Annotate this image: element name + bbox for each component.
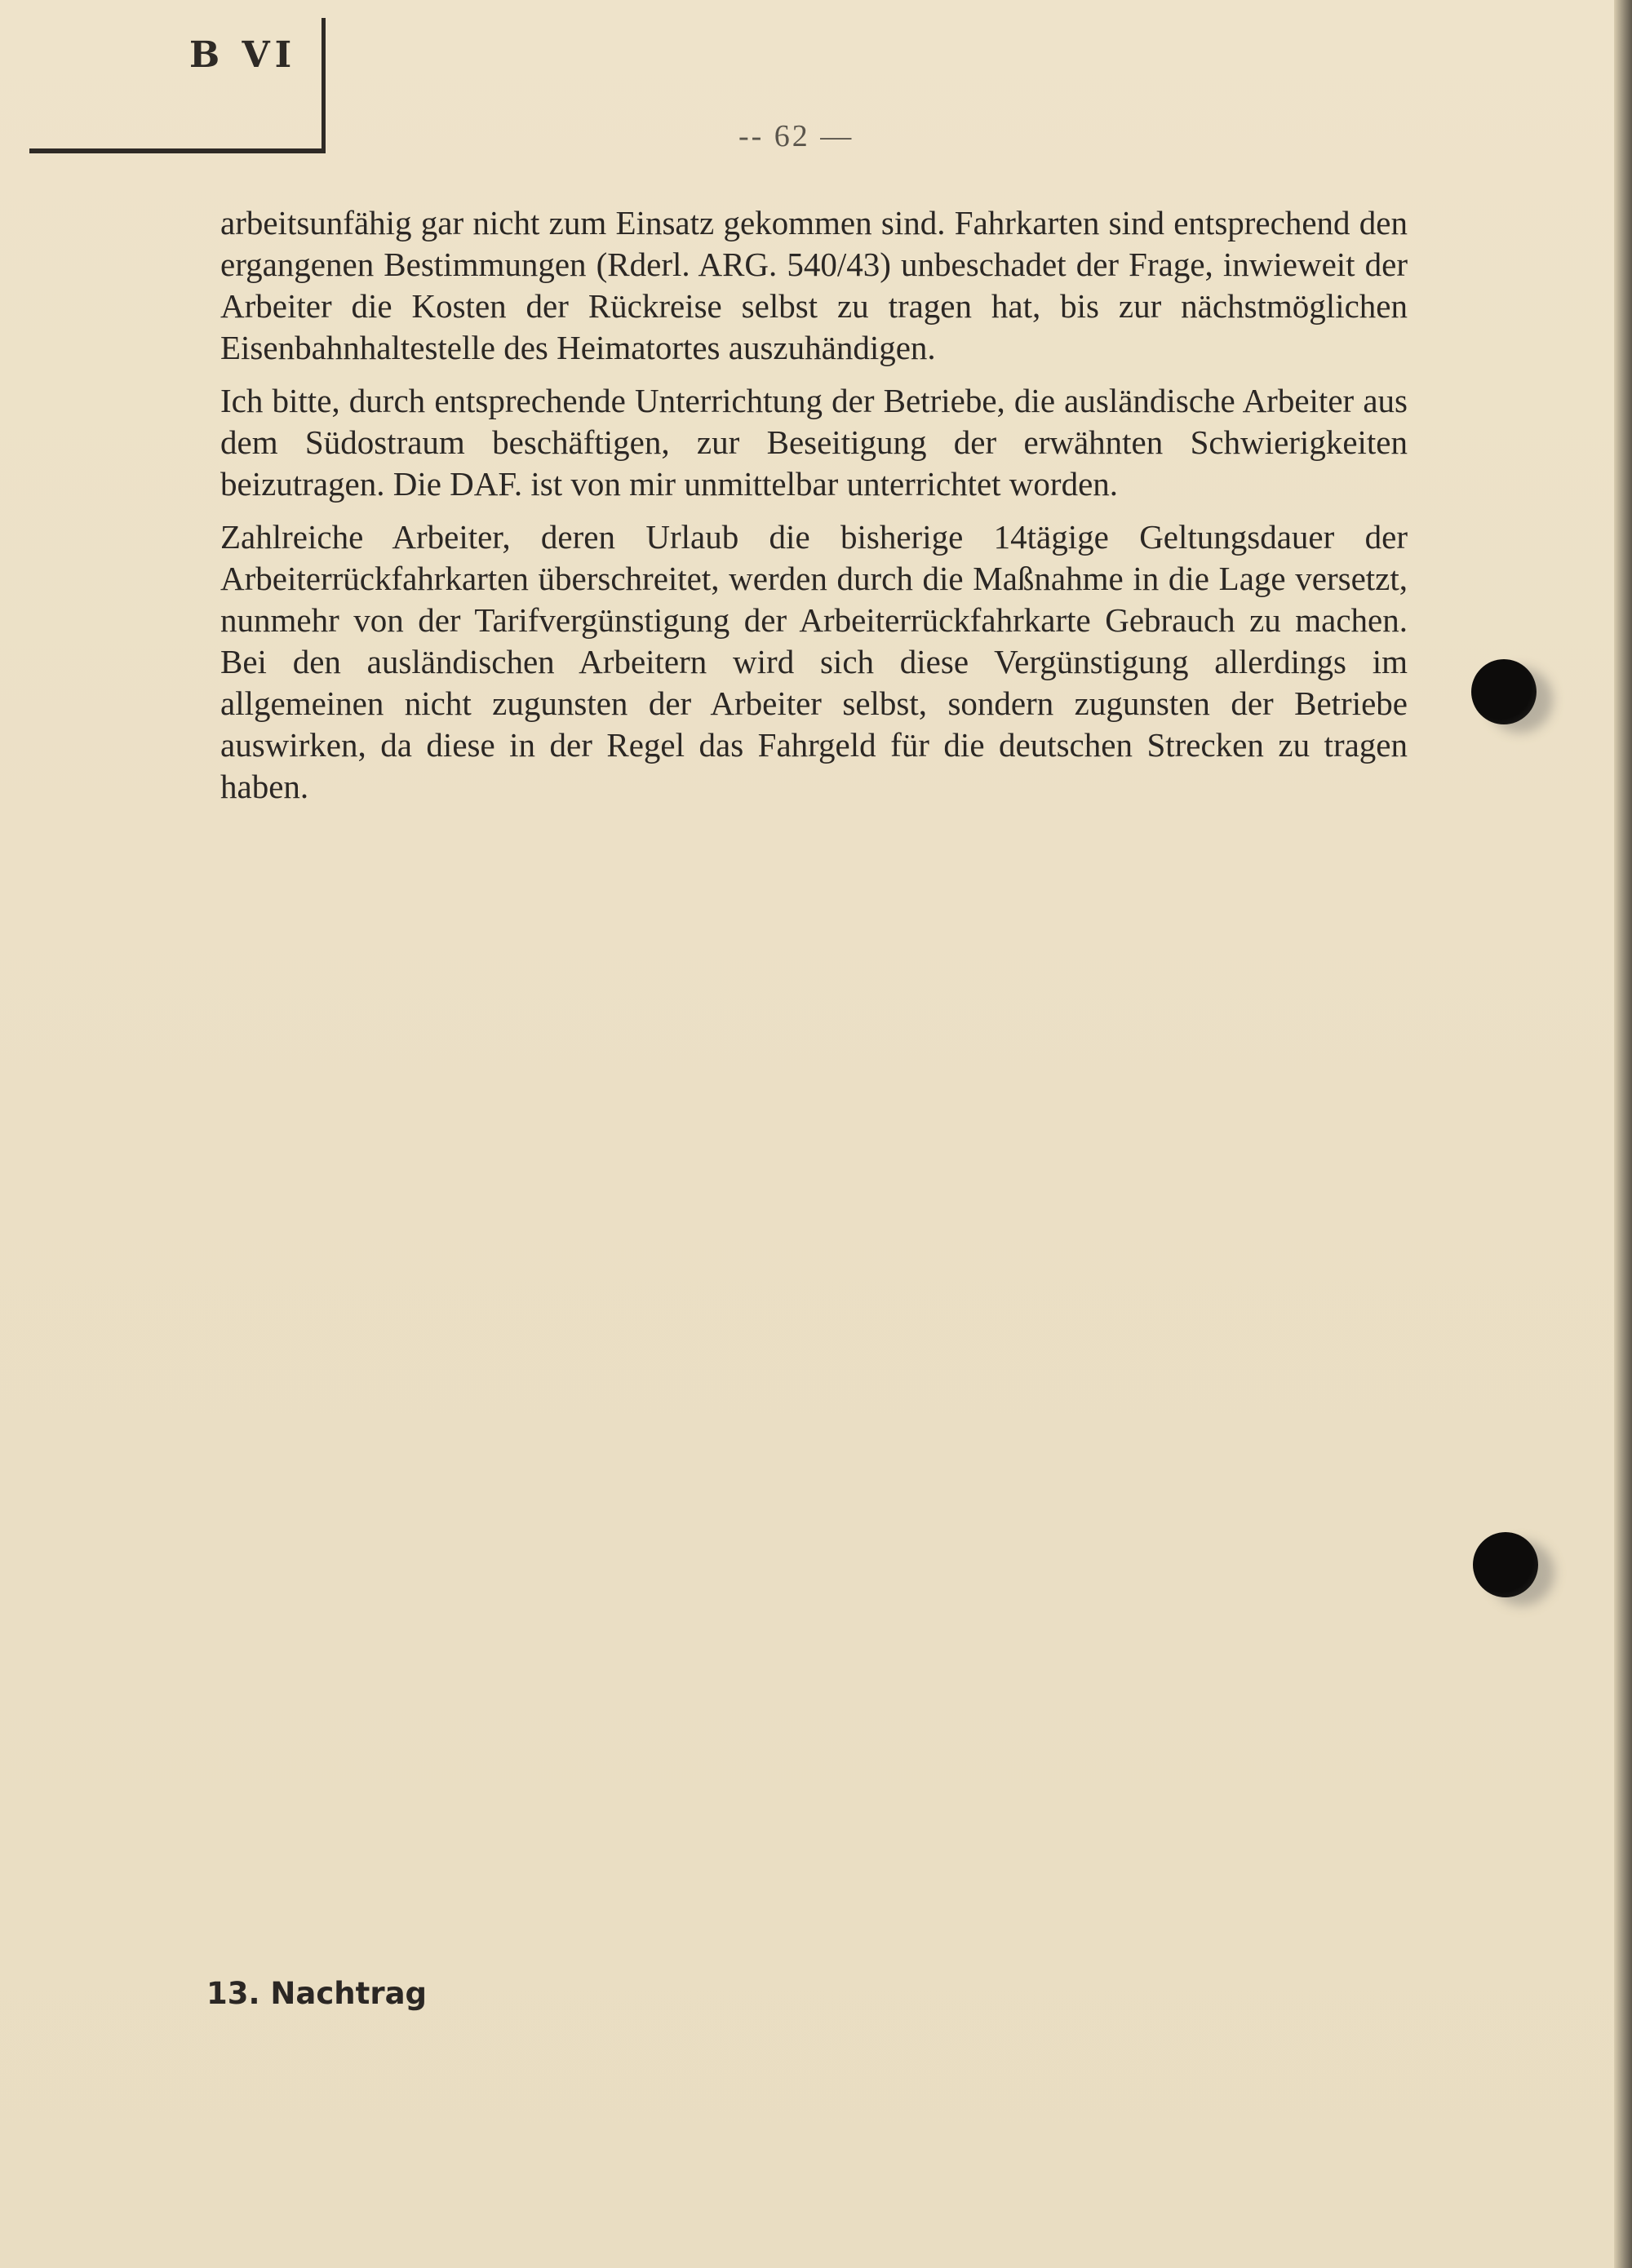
paragraph-3: Zahlreiche Arbeiter, deren Urlaub die bisherige 14tägige Geltungsdauer der Arbeiterrückfahrkarten überschreitet, werden durch die Maßnahme in die Lage versetzt, nunmehr von der Tarifvergünstigung der Arbeiterrückfahrkarte Gebrauch zu machen. Bei den ausländischen Arbeitern wird sich diese Vergünstigung allerdings im allgemeinen nicht zugunsten der Arbeiter selbst, sondern zugunsten der Betriebe auswirken, da diese in der Regel das Fahrgeld für die deutschen Strecken zu tragen haben. [220, 518, 1408, 805]
paragraph-2: Ich bitte, durch entsprechende Unterrichtung der Betriebe, die ausländische Arbeiter aus dem Südostraum beschäftigen, zur Beseitigung der erwähnten Schwierigkeiten beizutragen. Die DAF. ist von mir unmittelbar unterrichtet worden. [220, 382, 1408, 503]
body-text [220, 202, 1408, 819]
paper-edge [1614, 0, 1632, 2268]
paragraph-1: arbeitsunfähig gar nicht zum Einsatz gekommen sind. Fahrkarten sind entsprechend den ergangenen Bestimmungen (Rderl. ARG. 540/43) unbeschadet der Frage, inwieweit der Arbeiter die Kosten der Rückreise selbst zu tragen hat, bis zur nächstmöglichen Eisenbahnhaltestelle des Heimatortes auszuhändigen. [220, 204, 1408, 366]
punch-hole-top [1471, 659, 1537, 724]
section-label: B VI [189, 34, 297, 76]
page-number: -- 62 — [738, 119, 854, 153]
supplement-label: 13. Nachtrag [206, 1976, 428, 2011]
punch-hole-bottom [1473, 1532, 1538, 1597]
